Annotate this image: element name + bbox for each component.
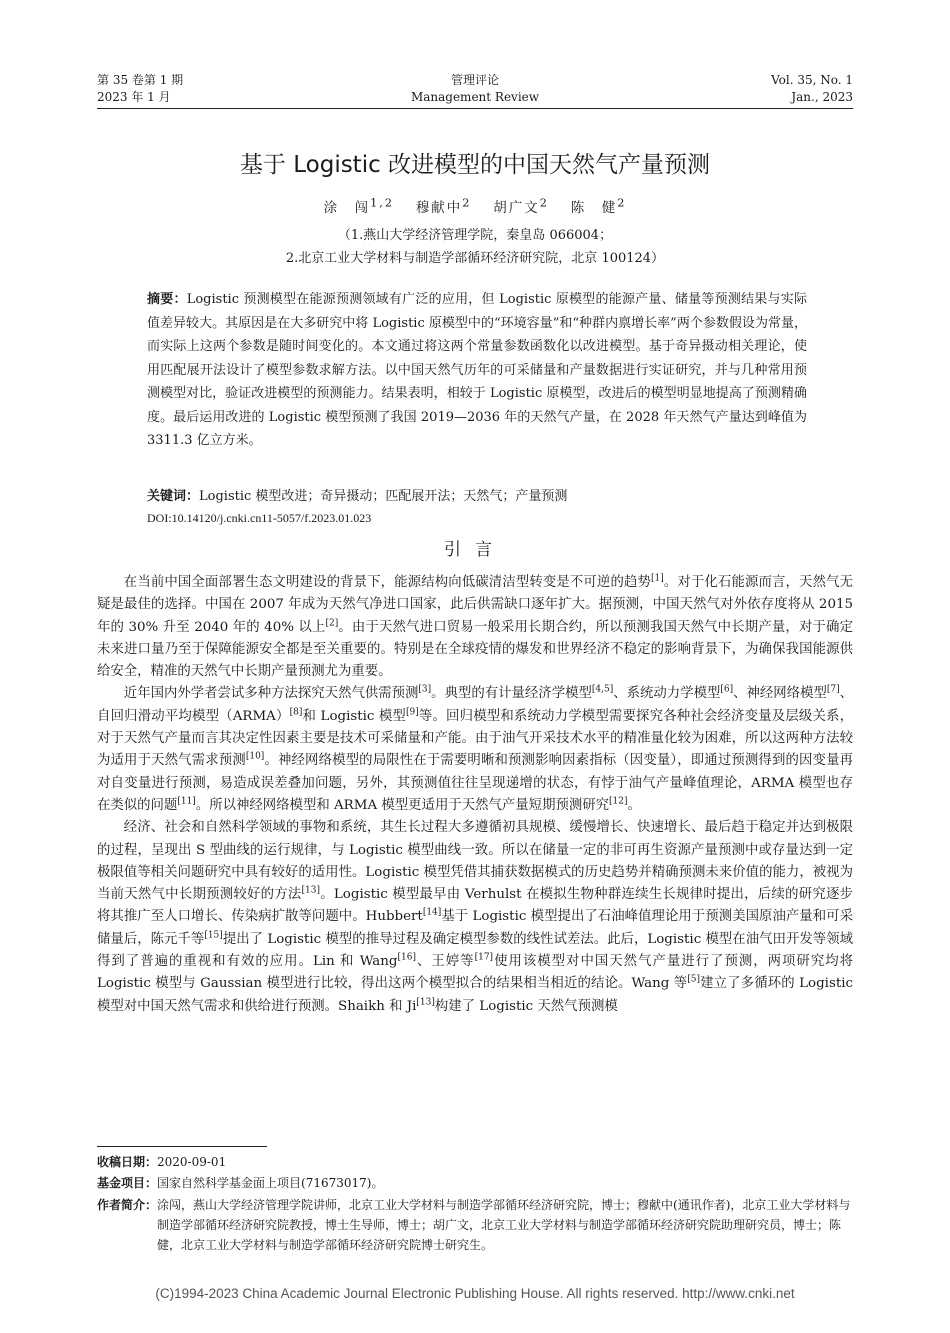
author-name: 胡广文 [493, 200, 540, 216]
header-divider [97, 108, 853, 109]
author-list [0, 196, 950, 216]
citation-ref: [10] [245, 751, 265, 762]
citation-ref: [6] [720, 685, 734, 696]
paper-title: 基于 Logistic 改进模型的中国天然气产量预测 [239, 152, 711, 178]
text-run: 等。回归模型和系统动力学模型需要探究各种社会经济变量及层级关系，对于天然气产量而言其决定性因素主要是技术可采储量和产能。由于油气开采技术水平的精准量化较为困难，所以这两种方法较为适用于天然气需求预测 [97, 708, 854, 769]
text-run: 在当前中国全面部署生态文明建设的背景下，能源结构向低碳清洁型转变是不可逆的趋势 [123, 575, 651, 590]
date-line: 2023 年 1 月 [97, 90, 171, 104]
text-run: 、王婷等 [415, 954, 475, 970]
text-run: 经济、社会和自然科学领域的事物和系统，其生长过程大多遵循初具规模、缓慢增长、快速增长、最后趋于稳定并达到极限的过程，呈现出 S 型曲线的运行规律，与 Logistic 模型曲线一致。所以在储量一定的非可再生资源产量预测中或存量达到一定极限值等相关问题研究中具有较好的适用性。Logistic 模型凭借其捕获数据模式的历史趋势并精确预测未来价值的能力，被视为当前天然气中长期预测较好的方法 [97, 820, 853, 903]
citation-ref: [16] [397, 952, 416, 963]
journal-issue-en [771, 72, 853, 106]
text-run: 提出了 Logistic 模型的推导过程及确定模型参数的线性试差法。此后，Logistic 模型在油气田开发等领域得到了普遍的重视和有效的应用。Lin 和 Wang [97, 931, 853, 970]
author-sup: 2 [462, 196, 472, 210]
fund-value: 国家自然科学基金面上项目(71673017)。 [157, 1176, 384, 1190]
received-value: 2020-09-01 [157, 1155, 227, 1169]
citation-ref: [1] [651, 573, 664, 584]
text-run: 。对于化石能源而言，天然气无疑是最佳的选择。中国在 2007 年成为天然气净进口国家，此后供需缺口逐年扩大。据预测，中国天然气对外依存度将从 2015 年的 30% 升至 2040 年的 40% 以上 [97, 575, 854, 635]
text-run: 、自回归滑动平均模型（ARMA） [97, 686, 854, 724]
text-run: 建立了多循环的 Logistic 模型对中国天然气需求和供给进行预测。Shaikh 和 Ji [97, 976, 853, 1014]
citation-ref: [7] [826, 685, 840, 696]
fund-info [97, 1173, 853, 1193]
text-run: 。Logistic 模型最早由 Verhulst 在模拟生物种群连续生长规律时提出，后续的研究逐步将其推广至人口增长、传染病扩散等问题中。Hubbert [97, 887, 853, 925]
received-date [97, 1152, 853, 1172]
citation-ref: [2] [325, 618, 339, 629]
text-run: 和 Logistic 模型 [302, 708, 406, 724]
text-run: 。神经网络模型的局限性在于需要明晰和预测影响因素指标（因变量），即通过预测得到的因变量再对自变量进行预测，易造成误差叠加问题，另外，其预测值往往呈现递增的状态，有悖于油气产量峰值理论，ARMA 模型也存在类似的问题 [97, 753, 853, 813]
footnote-divider [97, 1146, 267, 1147]
text-run: 。典型的有计量经济学模型 [431, 686, 592, 702]
citation-ref: [3] [418, 685, 432, 696]
text-run: 基于 Logistic 模型提出了石油峰值理论用于预测美国原油产量和可采储量后，陈元千等 [97, 909, 853, 947]
copyright-notice: (C)1994-2023 China Academic Journal Electronic Publishing House. All rights reserved. http://www.cnki.net [155, 1286, 795, 1301]
journal-name-en: Management Review [410, 90, 540, 104]
doi: DOI:10.14120/j.cnki.cn11-5057/f.2023.01.023 [147, 511, 372, 525]
author-sup: 1,2 [370, 196, 394, 210]
citation-ref: [15] [204, 930, 223, 941]
issue-line: 第 35 卷第 1 期 [97, 73, 184, 87]
date-line-en: Jan., 2023 [791, 90, 853, 104]
text-run: 、系统动力学模型 [613, 686, 721, 702]
author-sup: 2 [539, 196, 549, 210]
citation-ref: [8] [289, 707, 303, 718]
text-run: 构建了 Logistic 天然气预测模 [434, 998, 618, 1014]
citation-ref: [5] [687, 974, 700, 985]
journal-name-cn: 管理评论 [450, 73, 499, 87]
received-label: 收稿日期： [97, 1155, 158, 1169]
section-title: 引言 [444, 540, 506, 560]
text-run: 。所以神经网络模型和 ARMA 模型更适用于天然气产量短期预测研究 [195, 797, 610, 813]
paragraph [97, 572, 853, 683]
keywords [147, 485, 807, 504]
citation-ref: [9] [405, 707, 419, 718]
citation-ref: [17] [474, 952, 494, 963]
paragraph [97, 817, 853, 1018]
volume-line: Vol. 35, No. 1 [771, 73, 853, 87]
abstract [147, 288, 807, 453]
affiliation-2: 2.北京工业大学材料与制造学部循环经济研究院，北京 100124） [285, 251, 665, 266]
text-run: 近年国内外学者尝试多种方法探究天然气供需预测 [123, 686, 419, 702]
author-bio-text: 涂闯，燕山大学经济管理学院讲师，北京工业大学材料与制造学部循环经济研究院，博士；穆献中(通讯作者)，北京工业大学材料与制造学部循环经济研究院教授，博士生导师，博士；胡广文，北京工业大学材料与制造学部循环经济研究院助理研究员，博士；陈健，北京工业大学材料与制造学部循环经济研究院博士研究生。 [157, 1198, 851, 1252]
citation-ref: [12] [609, 796, 628, 807]
citation-ref: [14] [422, 907, 442, 918]
abstract-label: 摘要： [147, 292, 187, 307]
text-run: 。由于天然气进口贸易一般采用长期合约，所以预测我国天然气中长期产量，对于确定未来进口量乃至于保障能源安全都是至关重要的。特别是在全球疫情的爆发和世界经济不稳定的影响背景下，为确保我国能源供给安全，精准的天然气中长期产量预测尤为重要。 [97, 619, 853, 680]
author-bio [97, 1195, 853, 1255]
citation-ref: [13] [301, 885, 321, 896]
fund-label: 基金项目： [97, 1176, 158, 1190]
author-bio-label: 作者简介： [97, 1198, 158, 1212]
text-run: 使用该模型对中国天然气产量进行了预测，两项研究均将 Logistic 模型与 Gaussian 模型进行比较，得出这两个模型拟合的结果相当相近的结论。Wang 等 [97, 954, 854, 992]
affiliation-1: （1.燕山大学经济管理学院，秦皇岛 066004； [337, 228, 613, 243]
citation-ref: [13] [416, 997, 435, 1008]
keywords-label: 关键词： [147, 489, 200, 504]
author-name: 陈 健 [570, 200, 618, 216]
author-sup: 2 [617, 196, 627, 210]
author-name: 穆献中 [415, 200, 463, 216]
text-run: 。 [627, 797, 641, 813]
author-name: 涂 闯 [323, 200, 371, 216]
abstract-text: Logistic 预测模型在能源预测领域有广泛的应用，但 Logistic 原模型的能源产量、储量等预测结果与实际值差异较大。其原因是在大多研究中将 Logistic 原模型中的“环境容量”和“种群内禀增长率”两个参数假设为常量，而实际上这两个参数是随时间变化的。本文通过将这两个常量参数函数化以改进模型。基于奇异摄动相关理论，使用匹配展开法设计了模型参数求解方法。以中国天然气历年的可采储量和产量数据进行实证研究，并与几种常用预测模型对比，验证改进模型的预测能力。结果表明，相较于 Logistic 原模型，改进后的模型明显地提高了预测精确度。最后运用改进的 Logistic 模型预测了我国 2019—2036 年的天然气产量，在 2028 年天然气产量达到峰值为 3311.3 亿立方米。 [147, 292, 807, 448]
body-text [97, 572, 853, 1018]
keywords-text: Logistic 模型改进；奇异摄动；匹配展开法；天然气；产量预测 [199, 489, 568, 504]
paragraph [97, 683, 853, 817]
citation-ref: [4,5] [591, 685, 614, 696]
text-run: 、神经网络模型 [733, 686, 827, 702]
citation-ref: [11] [177, 796, 196, 807]
